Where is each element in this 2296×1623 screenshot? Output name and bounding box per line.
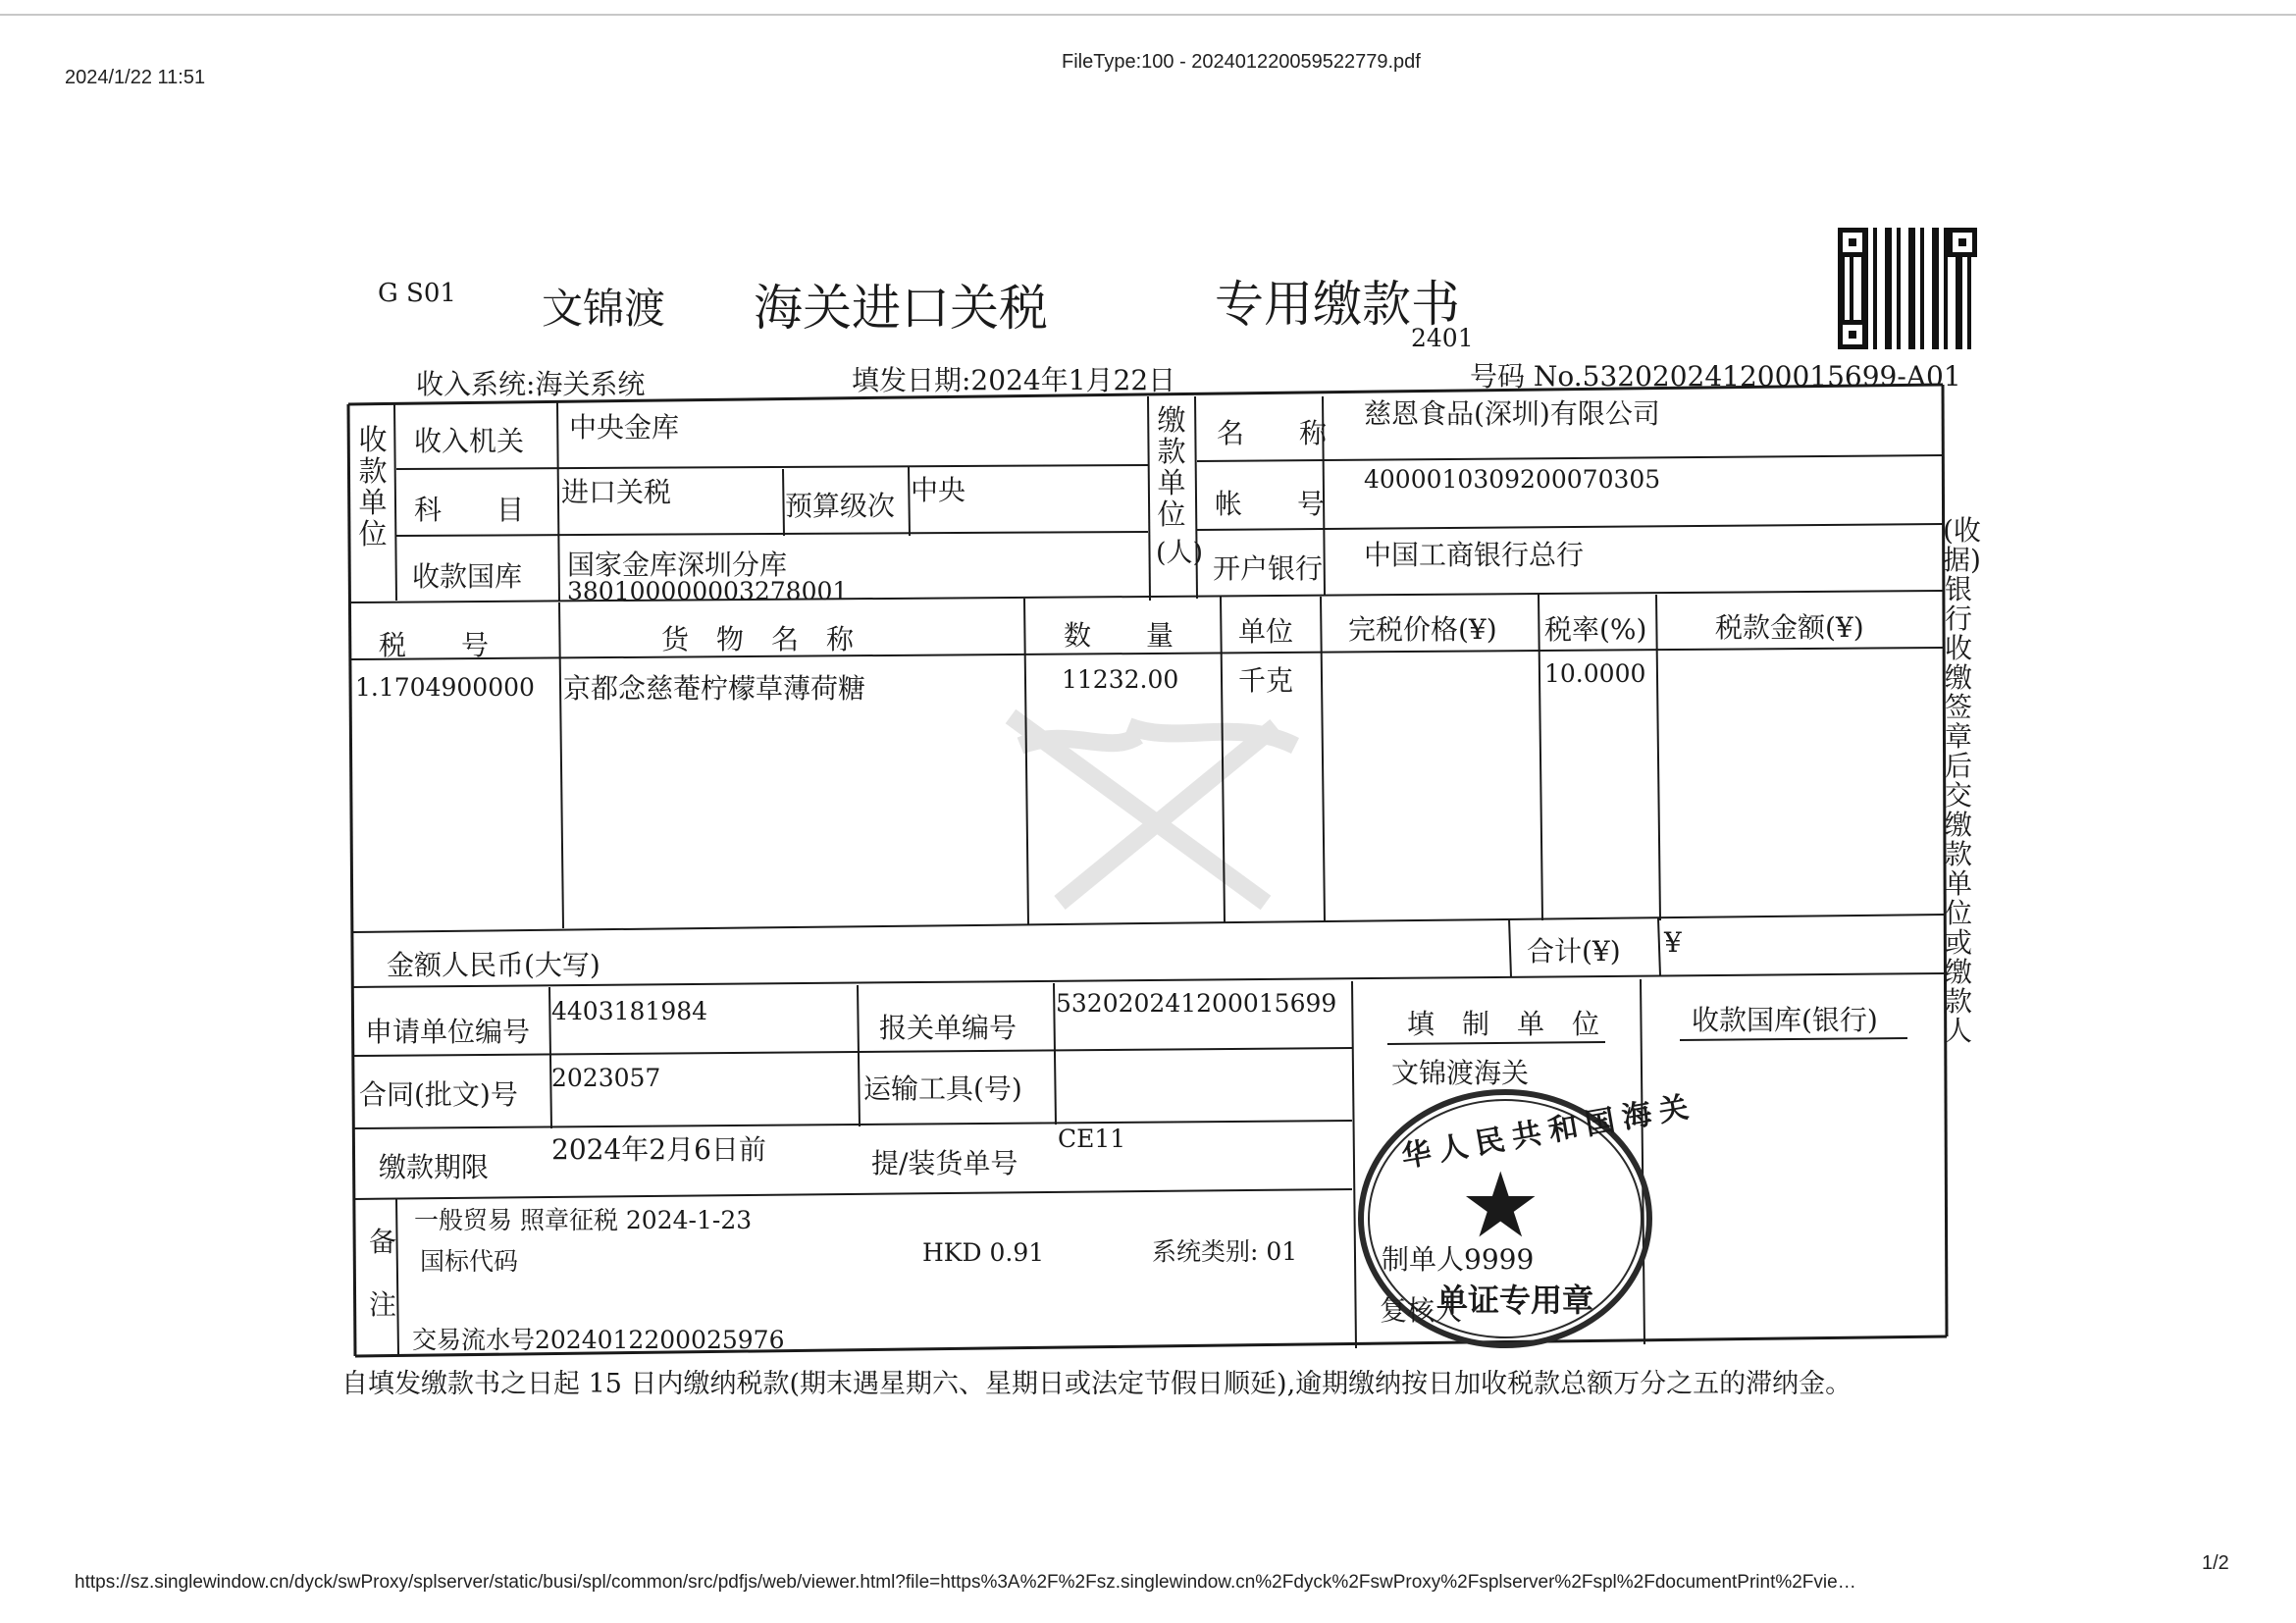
seal-star-icon: ★ (1460, 1153, 1541, 1258)
print-footer-url: https://sz.singlewindow.cn/dyck/swProxy/splserver/static/busi/spl/common/src/pdfjs/web/viewer.html?file=https%3A%2F%2Fsz.singlewindow.cn%2Fdyck%2FswProxy%2Fsplserver%2Fspl%2FdocumentPrint%2Fvie… (75, 1572, 1856, 1593)
header-quantity: 数 量 (1064, 619, 1174, 652)
form-sub-number: 2401 (1411, 324, 1474, 352)
remarks-line2: 国标代码 (420, 1247, 519, 1276)
income-org: 中央金库 (569, 411, 680, 444)
payer-name-label: 名 称 (1217, 417, 1328, 449)
remarks-label-2: 注 (369, 1288, 397, 1321)
seal-bottom-text: 单证专用章 (1436, 1282, 1594, 1319)
form-title-sub: 专用缴款书 (1215, 276, 1460, 333)
subject-label: 科 目 (414, 494, 525, 526)
goods-quantity: 11232.00 (1062, 665, 1179, 694)
form-code: G S01 (378, 279, 456, 308)
remarks-currency: HKD 0.91 (922, 1238, 1045, 1267)
header-goods-name: 货 物 名 称 (661, 623, 855, 655)
amount-words-label: 金额人民币(大写) (387, 949, 600, 981)
deadline-label: 缴款期限 (379, 1151, 490, 1183)
treasury-name: 国家金库深圳分库 (567, 549, 788, 581)
header-dutiable-price: 完税价格(¥) (1348, 613, 1497, 646)
account-label: 帐 号 (1215, 488, 1326, 520)
declaration-no: 532020241200015699 (1056, 989, 1337, 1018)
subject: 进口关税 (561, 476, 672, 508)
goods-tax-no: 1.1704900000 (355, 673, 535, 702)
print-file-title: FileType:100 - 202401220059522779.pdf (1062, 51, 1421, 73)
reviewer: 复核人 (1380, 1294, 1463, 1327)
remarks-system-type: 系统类别: 01 (1152, 1237, 1298, 1266)
payer-section-label-tail: (人) (1156, 538, 1204, 568)
payee-section-label: 收款单位 (358, 423, 388, 550)
budget-level-label: 预算级次 (785, 490, 896, 522)
payer-name: 慈恩食品(深圳)有限公司 (1364, 397, 1660, 430)
treasury-bank-label: 收款国库(银行) (1692, 1004, 1878, 1036)
print-footer-page: 1/2 (2202, 1552, 2229, 1574)
preparer: 制单人9999 (1382, 1243, 1535, 1276)
goods-name: 京都念慈菴柠檬草薄荷糖 (563, 672, 866, 705)
goods-tax-rate: 10.0000 (1544, 659, 1646, 688)
bank-label: 开户银行 (1213, 552, 1324, 585)
treasury-label: 收款国库 (412, 560, 523, 593)
applicant-code-label: 申请单位编号 (365, 1016, 531, 1048)
customs-emblem-watermark (981, 687, 1315, 922)
form-title-main: 海关进口关税 (754, 280, 1048, 337)
payer-section-label: 缴款单位 (1157, 403, 1186, 531)
issuer-name: 文锦渡 (542, 285, 666, 333)
header-tax-amount: 税款金额(¥) (1715, 611, 1864, 644)
contract: 2023057 (551, 1064, 661, 1092)
income-system: 收入系统:海关系统 (416, 368, 646, 400)
remarks-line1: 一般贸易 照章征税 2024-1-23 (414, 1206, 753, 1234)
remarks-label-1: 备 (369, 1226, 397, 1258)
budget-level: 中央 (911, 474, 966, 506)
total-value: ¥ (1664, 926, 1682, 959)
declaration-no-label: 报关单编号 (879, 1012, 1018, 1044)
transport-label: 运输工具(号) (863, 1073, 1022, 1105)
goods-unit: 千克 (1238, 664, 1294, 697)
account: 4000010309200070305 (1364, 465, 1661, 494)
income-org-label: 收入机关 (414, 425, 525, 457)
serial-number: 号码 No.532020241200015699-A01 (1470, 360, 1961, 393)
header-tax-rate: 税率(%) (1544, 613, 1647, 646)
remarks-transaction: 交易流水号2024012200025976 (412, 1326, 785, 1354)
header-unit: 单位 (1238, 615, 1294, 648)
applicant-code: 4403181984 (551, 997, 708, 1025)
contract-label: 合同(批文)号 (359, 1078, 518, 1111)
bill: CE11 (1058, 1125, 1126, 1153)
total-label: 合计(¥) (1527, 935, 1621, 968)
issue-date: 填发日期:2024年1月22日 (852, 364, 1176, 396)
deadline: 2024年2月6日前 (551, 1133, 766, 1166)
filler-label: 填 制 单 位 (1407, 1008, 1600, 1040)
bank: 中国工商银行总行 (1364, 539, 1585, 571)
treasury-code: 380100000003278001 (567, 577, 849, 605)
filler: 文锦渡海关 (1391, 1057, 1530, 1089)
footer-note: 自填发缴款书之日起 15 日内缴纳税款(期末遇星期六、星期日或法定节假日顺延),逾期缴纳按日加收税款总额万分之五的滞纳金。 (341, 1369, 1852, 1399)
seal-arc-text: 华人民共和国海关 (1398, 1088, 1699, 1176)
header-tax-no: 税 号 (379, 629, 490, 661)
side-note: (收据)银行收缴签章后交缴款单位或缴款人 (1943, 514, 1981, 1047)
bill-label: 提/装货单号 (871, 1147, 1018, 1179)
print-datetime: 2024/1/22 11:51 (65, 67, 206, 88)
